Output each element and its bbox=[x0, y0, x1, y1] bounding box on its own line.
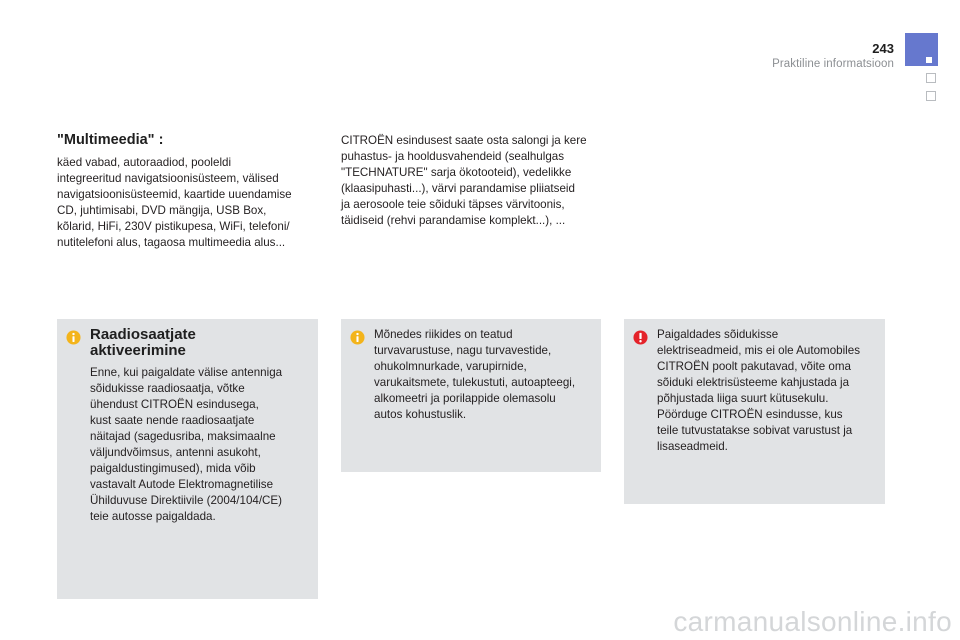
warning-note-line: sõiduki elektrisüsteeme kahjustada ja bbox=[657, 376, 850, 389]
multimedia-line: käed vabad, autoraadiod, pooleldi bbox=[57, 156, 232, 169]
dealer-info-text bbox=[341, 133, 616, 229]
multimedia-line: navigatsioonisüsteemid, kaartide uuendamise bbox=[57, 188, 292, 201]
watermark: carmanualsonline.info bbox=[673, 606, 952, 637]
legal-note-line: ohukolmnurkade, varupirnide, bbox=[374, 360, 527, 373]
warning-note-line: Pöörduge CITROËN esindusse, kus bbox=[657, 408, 843, 421]
radio-note-line: Enne, kui paigaldate välise antenniga bbox=[90, 366, 283, 379]
section-tab-box-1 bbox=[926, 73, 936, 83]
radio-note-title bbox=[90, 327, 290, 359]
warning-note-text bbox=[657, 327, 881, 455]
legal-equipment-note bbox=[341, 319, 601, 472]
dealer-info-line: CITROËN esindusest saate osta salongi ja kere bbox=[341, 134, 587, 147]
info-icon bbox=[66, 330, 81, 345]
warning-note-line: CITROËN poolt pakutavad, võite oma bbox=[657, 360, 851, 373]
warning-icon bbox=[633, 330, 648, 345]
radio-note-line: vastavalt Autode Elektromagnetilise bbox=[90, 478, 274, 491]
warning-note-line: Paigaldades sõidukisse bbox=[657, 328, 779, 341]
legal-note-line: turvavarustuse, nagu turvavestide, bbox=[374, 344, 552, 357]
multimedia-line: integreeritud navigatsioonisüsteem, välised bbox=[57, 172, 279, 185]
radio-note-title-line: aktiveerimine bbox=[90, 342, 186, 359]
section-tab-box-2 bbox=[926, 91, 936, 101]
warning-note-line: põhjustada liiga suurt kütusekulu. bbox=[657, 392, 829, 405]
dealer-info-line: täidiseid (rehvi parandamise komplekt...), ... bbox=[341, 214, 566, 227]
radio-note-line: sõidukisse raadiosaatja, võtke bbox=[90, 382, 245, 395]
electrical-warning-note bbox=[624, 319, 885, 504]
multimedia-text bbox=[57, 155, 319, 251]
radio-note-line: väljundvõimsus, antenni asukoht, bbox=[90, 446, 261, 459]
dealer-info-line: (klaasipuhasti...), värvi parandamise pliiatseid bbox=[341, 182, 575, 195]
section-title: Praktiline informatsioon bbox=[772, 58, 894, 70]
page-number: 243 bbox=[872, 41, 894, 56]
warning-note-line: lisaseadmeid. bbox=[657, 440, 728, 453]
radio-note-line: Ühilduvuse Direktiivile (2004/104/CE) bbox=[90, 494, 283, 507]
radio-note-line: teie autosse paigaldada. bbox=[90, 510, 216, 523]
multimedia-line: CD, juhtimisabi, DVD mängija, USB Box, bbox=[57, 204, 267, 217]
radio-note-line: näitajad (sagedusriba, maksimaalne bbox=[90, 430, 276, 443]
warning-note-line: elektriseadmeid, mis ei ole Automobiles bbox=[657, 344, 860, 357]
legal-note-line: Mõnedes riikides on teatud bbox=[374, 328, 513, 341]
radio-note-text bbox=[90, 365, 310, 525]
radio-note-line: kust saate nende raadiosaatjate bbox=[90, 414, 255, 427]
info-icon bbox=[350, 330, 365, 345]
legal-note-line: alkomeetri ja porilappide olemasolu bbox=[374, 392, 556, 405]
section-tab-marker bbox=[905, 33, 938, 66]
warning-note-line: teile tutvustatakse sobivat varustust ja bbox=[657, 424, 853, 437]
dealer-info-line: "TECHNATURE" sarja ökotooteid), vedelikke bbox=[341, 166, 572, 179]
legal-note-line: autos kohustuslik. bbox=[374, 408, 467, 421]
multimedia-line: nutitelefoni alus, tagaosa multimeedia alus... bbox=[57, 236, 286, 249]
radio-note-title-line: Raadiosaatjate bbox=[90, 326, 196, 343]
radio-note-line: paigaldustingimused), mida võib bbox=[90, 462, 256, 475]
radio-transmitter-note bbox=[57, 319, 318, 599]
dealer-info-line: puhastus- ja hooldusvahendeid (sealhulgas bbox=[341, 150, 565, 163]
multimedia-heading: "Multimeedia" : bbox=[57, 132, 164, 148]
dealer-info-line: ja aerosoole teie sõiduki täpses värvitoonis, bbox=[341, 198, 565, 211]
tab-marker-dot bbox=[926, 57, 932, 63]
multimedia-line: kõlarid, HiFi, 230V pistikupesa, WiFi, telefoni/ bbox=[57, 220, 290, 233]
radio-note-line: ühendust CITROËN esindusega, bbox=[90, 398, 259, 411]
legal-note-line: varukaitsmete, tulekustuti, autoapteegi, bbox=[374, 376, 576, 389]
legal-note-text bbox=[374, 327, 596, 423]
